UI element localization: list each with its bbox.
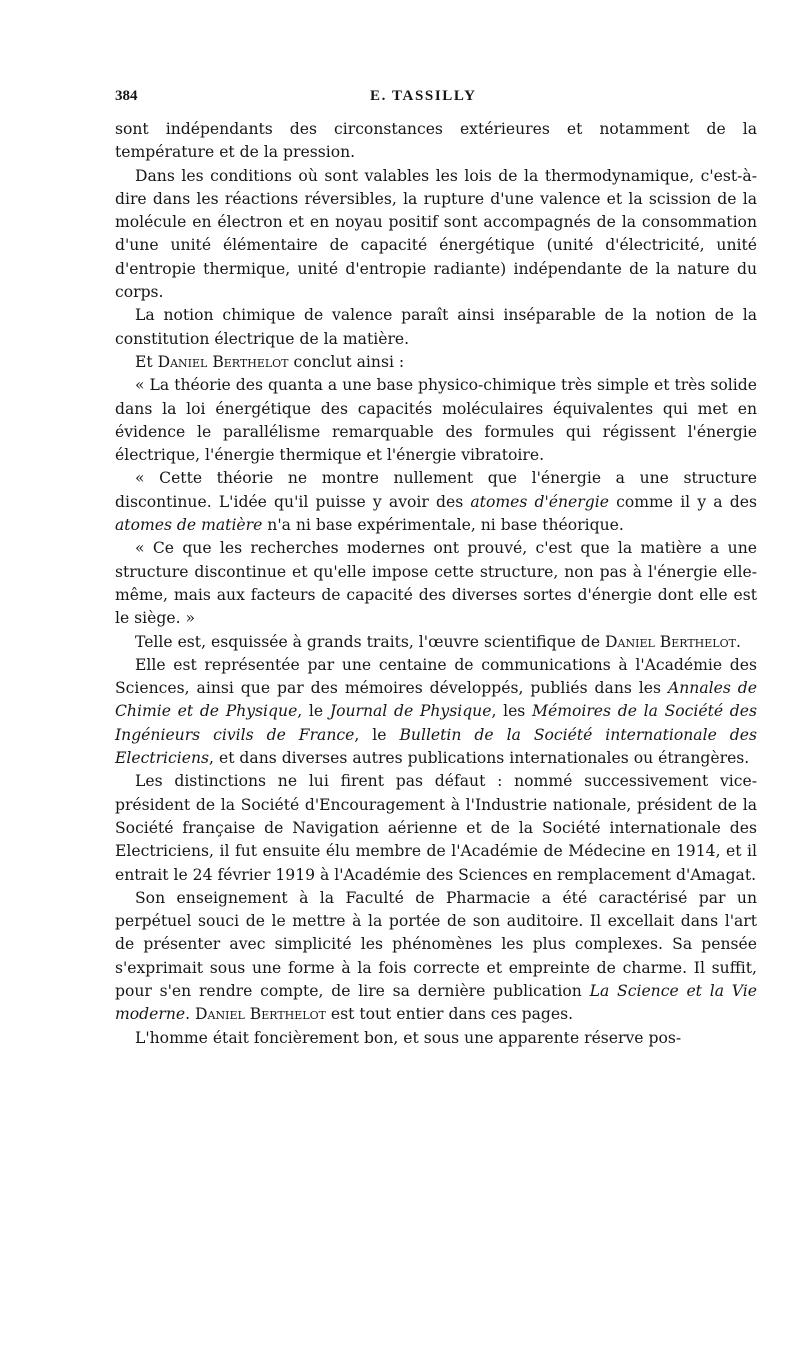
paragraph: sont indépendants des circonstances extérieures et notamment de la température et de la pression. xyxy=(115,120,757,162)
quote-paragraph: « Ce que les recherches modernes ont prouvé, c'est que la matière a une structure discontinue et qu'elle impose cette structure, non pas à l'énergie elle-même, mais aux facteurs de capacité des diverses sortes d'énergie dont elle est le siège. » xyxy=(115,539,757,628)
author-name: Daniel Berthelot xyxy=(195,1005,326,1024)
journal-title: Annales de Chimie et de Physique xyxy=(115,679,758,721)
italic-term: atomes de matière xyxy=(115,516,263,535)
author-name: Daniel Berthelot xyxy=(157,352,289,371)
quote-paragraph: « Cette théorie ne montre nullement que l'énergie a une structure discontinue. L'idée qu'il puisse y avoir des atomes d'énergie comme il y a des atomes de matière n'a ni base expérimentale, ni base théorique. xyxy=(115,469,757,535)
page-header xyxy=(115,84,757,118)
paragraph: Les distinctions ne lui firent pas défaut : nommé successivement vice-président de la Société d'Encouragement à l'Industrie nationale, président de la Société française de Navigation aérienne et de la Société internationale des Electriciens, il fut ensuite élu membre de l'Académie de Médecine en 1914, et il entrait le 24 février 1919 à l'Académie des Sciences en remplacement d'Amagat. xyxy=(115,772,757,884)
italic-term: atomes d'énergie xyxy=(470,492,609,511)
book-title: La Science et la Vie moderne xyxy=(115,981,757,1024)
journal-title: Journal de Physique xyxy=(329,702,492,721)
paragraph: La notion chimique de valence paraît ainsi inséparable de la notion de la constitution électrique de la matière. xyxy=(115,306,757,348)
author-name: Daniel Berthelot xyxy=(605,632,736,651)
paragraph: L'homme était foncièrement bon, et sous une apparente réserve pos- xyxy=(135,1028,682,1047)
paragraph: Son enseignement à la Faculté de Pharmacie a été caractérisé par un perpétuel souci de le mettre à la portée de son auditoire. Il excellait dans l'art de présenter avec simplicité les phénomènes les plus complexes. Sa pensée s'exprimait sous une forme à la fois correcte et empreinte de charme. Il suffit, pour s'en rendre compte, de lire sa dernière publication La Science et la Vie moderne. Daniel Berthelot est tout entier dans ces pages. xyxy=(115,888,757,1024)
page-number: 384 xyxy=(115,88,138,104)
paragraph: Telle est, esquissée à grands traits, l'œuvre scientifique de Daniel Berthelot. xyxy=(135,632,741,651)
body-text xyxy=(115,118,757,1050)
running-head: E. TASSILLY xyxy=(370,88,477,104)
journal-title: Mémoires de la Société des Ingénieurs civils de France xyxy=(115,702,757,744)
book-page xyxy=(115,84,757,1050)
paragraph: Et Daniel Berthelot conclut ainsi : xyxy=(135,352,405,371)
paragraph: Dans les conditions où sont valables les lois de la thermodynamique, c'est-à-dire dans les réactions réversibles, la rupture d'une valence et la scission de la molécule en électron et en noyau positif sont accompagnés de la consommation d'une unité élémentaire de capacité énergétique (unité d'électricité, unité d'entropie thermique, unité d'entropie radiante) indépendante de la nature du corps. xyxy=(115,166,757,302)
paragraph: Elle est représentée par une centaine de communications à l'Académie des Sciences, ainsi que par des mémoires développés, publiés dans les Annales de Chimie et de Physique, le Journal de Physique, les Mémoires de la Société des Ingénieurs civils de France, le Bulletin de la Société internationale des Electriciens, et dans diverses autres publications internationales ou étrangères. xyxy=(115,655,758,768)
journal-title: Bulletin de la Société internationale des Electriciens xyxy=(115,725,757,768)
quote-paragraph: « La théorie des quanta a une base physico-chimique très simple et très solide dans la loi énergétique des capacités moléculaires équivalentes qui met en évidence le parallélisme remarquable des formules qui régissent l'énergie électrique, l'énergie thermique et l'énergie vibratoire. xyxy=(115,376,757,465)
